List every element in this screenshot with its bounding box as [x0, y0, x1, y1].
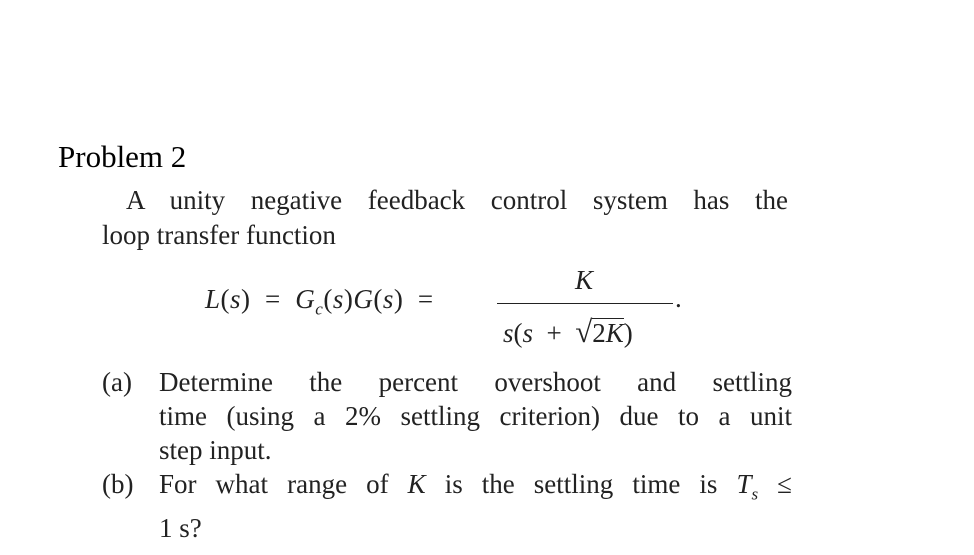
problem-parts	[102, 365, 792, 545]
equation-denominator: s(s + √2K)	[503, 314, 633, 349]
transfer-function-equation	[205, 265, 705, 355]
part-a	[102, 365, 792, 467]
part-a-text	[159, 365, 792, 467]
part-b	[102, 467, 792, 545]
equation-terminator: .	[675, 283, 682, 313]
equation-lhs: $L(s) = G_c(s)G(s)$ =	[205, 284, 434, 319]
part-a-label: (a)	[102, 367, 132, 397]
part-a-line-2: time (using a 2% settling criterion) due to a unit	[159, 401, 792, 431]
problem-intro	[102, 183, 788, 253]
radicand: 2K	[592, 318, 624, 348]
intro-line-2: loop transfer function	[102, 220, 336, 250]
part-b-line-1: For what range of K is the settling time is $T_s$ ≤	[159, 469, 792, 504]
part-a-line-3: step input.	[159, 435, 272, 465]
problem-title: Problem 2	[58, 139, 187, 174]
part-b-line-2: 1 s?	[159, 513, 202, 544]
part-a-line-1: Determine the percent overshoot and settling	[159, 367, 792, 397]
part-b-text	[159, 467, 792, 545]
fraction-bar	[497, 303, 673, 304]
sqrt-icon: √	[575, 314, 593, 349]
intro-line-1: A unity negative feedback control system has the	[126, 185, 788, 215]
part-b-label: (b)	[102, 469, 134, 499]
equation-numerator: K	[575, 265, 594, 295]
